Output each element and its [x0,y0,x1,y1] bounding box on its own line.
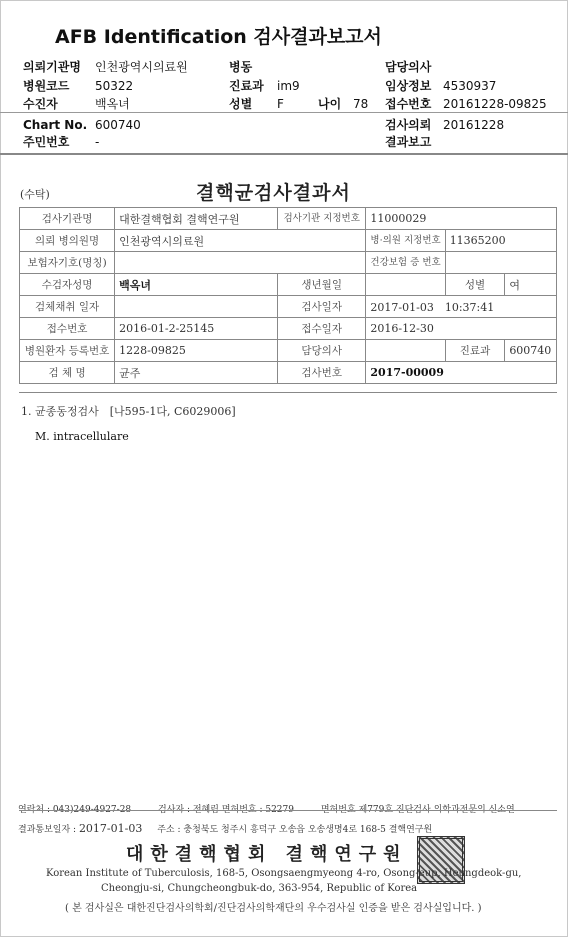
cell-label: 접수일자 [277,318,365,340]
notice-date: 2017-01-03 [78,822,143,835]
table-row [20,208,557,230]
doctor-label: 담당의사 [385,60,432,74]
cell-label: 검사기관명 [20,208,115,230]
clinical-value: 4530937 [443,79,497,93]
cell-value: 1228-09825 [115,340,278,362]
cell-value: 11365200 [445,230,556,252]
cell-value: 백옥녀 [115,274,278,296]
cert-text: 면허번호 제779호 진단검사 의학과전문의 신소연 [320,805,515,815]
age-value: 78 [353,97,369,111]
cell-label: 성별 [445,274,505,296]
header-bottom-rule [0,153,568,155]
cell-value [115,252,366,274]
hospital-label: 의뢰기관명 [23,60,81,74]
chart-value: 600740 [95,118,141,132]
cell-label: 검체채취 일자 [20,296,115,318]
cell-label: 검사일자 [277,296,365,318]
address-en-line1: Korean Institute of Tuberculosis, 168-5, Osongsaengmyeong 4-ro, Osong-eup, Heungdeok-gu, [46,868,522,879]
cell-label: 검사번호 [277,362,365,384]
report-label: 결과보고 [385,135,432,149]
cell-value: 대한결핵협회 결핵연구원 [115,208,278,230]
cell-value: 인천광역시의료원 [115,230,366,252]
cell-label: 수검자성명 [20,274,115,296]
notice-label: 결과통보일자 : [18,825,77,835]
clinical-label: 임상정보 [385,79,432,93]
patient-value: 백옥녀 [95,97,130,111]
result-line: 1. 균종동정검사 [나595-1다, C6029006] [21,405,236,418]
footer-contact-line [18,802,539,815]
table-row [20,340,557,362]
address-en-line2: Cheongju-si, Chungcheongbuk-do, 363-954, Republic of Korea [101,883,418,894]
rrn-value: - [95,135,100,149]
cell-label: 검사기관 지정번호 [277,208,365,230]
cell-value: 2016-01-2-25145 [115,318,278,340]
report-footer [13,798,557,922]
code-label: 병원코드 [23,79,70,93]
cell-label: 병원환자 등록번호 [20,340,115,362]
institute-name: 대한결핵협회 결핵연구원 [126,844,408,865]
hospital-value: 인천광역시의료원 [95,60,188,74]
cell-label: 병·의원 지정번호 [366,230,445,252]
cell-value: 11000029 [366,208,557,230]
cell-value: 여 [505,274,557,296]
cell-label: 담당의사 [277,340,365,362]
code-value: 50322 [95,79,134,93]
dept-value: im9 [277,79,300,93]
request-label: 검사의뢰 [385,118,432,132]
summary-header [0,54,568,154]
footer-divider [19,810,557,811]
cell-label: 건강보험 증 번호 [366,252,445,274]
cell-label: 진료과 [445,340,505,362]
cell-label: 생년월일 [277,274,365,296]
table-row [20,296,557,318]
cell-value: 2017-01-03 10:37:41 [366,296,557,318]
cell-value [445,252,556,274]
table-row [20,252,557,274]
page-title: AFB Identification 검사결과보고서 [55,26,382,48]
cell-value [366,340,445,362]
receipt-value: 20161228-09825 [443,97,547,111]
info-table [19,207,557,384]
chart-label: Chart No. [23,118,88,132]
receipt-label: 접수번호 [385,97,432,111]
cell-value: 균주 [115,362,278,384]
table-row [20,230,557,252]
cell-value [366,274,445,296]
cell-value: 600740 [505,340,557,362]
cell-value: 2016-12-30 [366,318,557,340]
dept-label: 진료과 [229,79,264,93]
header-divider [0,112,568,113]
sex-label: 성별 [229,97,253,111]
cell-label: 의뢰 병의원명 [20,230,115,252]
table-row [20,274,557,296]
certification-remark: ( 본 검사실은 대한진단검사의학회/진단검사의학재단의 우수검사실 인증을 받은 검사실입니다. ) [65,903,482,914]
cell-label: 검 체 명 [20,362,115,384]
rrn-label: 주민번호 [23,135,70,149]
cell-label: 보험자기호(명칭) [20,252,115,274]
address-kr: 주소 : 충청북도 청주시 흥덕구 오송읍 오송생명4로 168-5 결핵연구원 [157,825,433,835]
request-value: 20161228 [443,118,505,132]
phone-text: 연락처 : 043)249-4927-28 [18,805,132,815]
scanned-report [13,170,557,922]
table-row [20,318,557,340]
cell-value: 2017-00009 [366,362,557,384]
result-section [19,392,557,793]
ward-label: 병동 [229,60,253,74]
result-organism: M. intracellulare [35,430,129,443]
sex-value: F [277,97,284,111]
footer-date-line [18,822,432,835]
cell-value [115,296,278,318]
tester-text: 검사자 : 전혜림 면허번호 : 52279 [158,805,294,815]
patient-label: 수진자 [23,97,58,111]
report-title: 결핵균검사결과서 [196,182,351,204]
age-label: 나이 [318,97,342,111]
sutak-label: (수탁) [20,188,50,201]
table-row [20,362,557,384]
cell-label: 접수번호 [20,318,115,340]
